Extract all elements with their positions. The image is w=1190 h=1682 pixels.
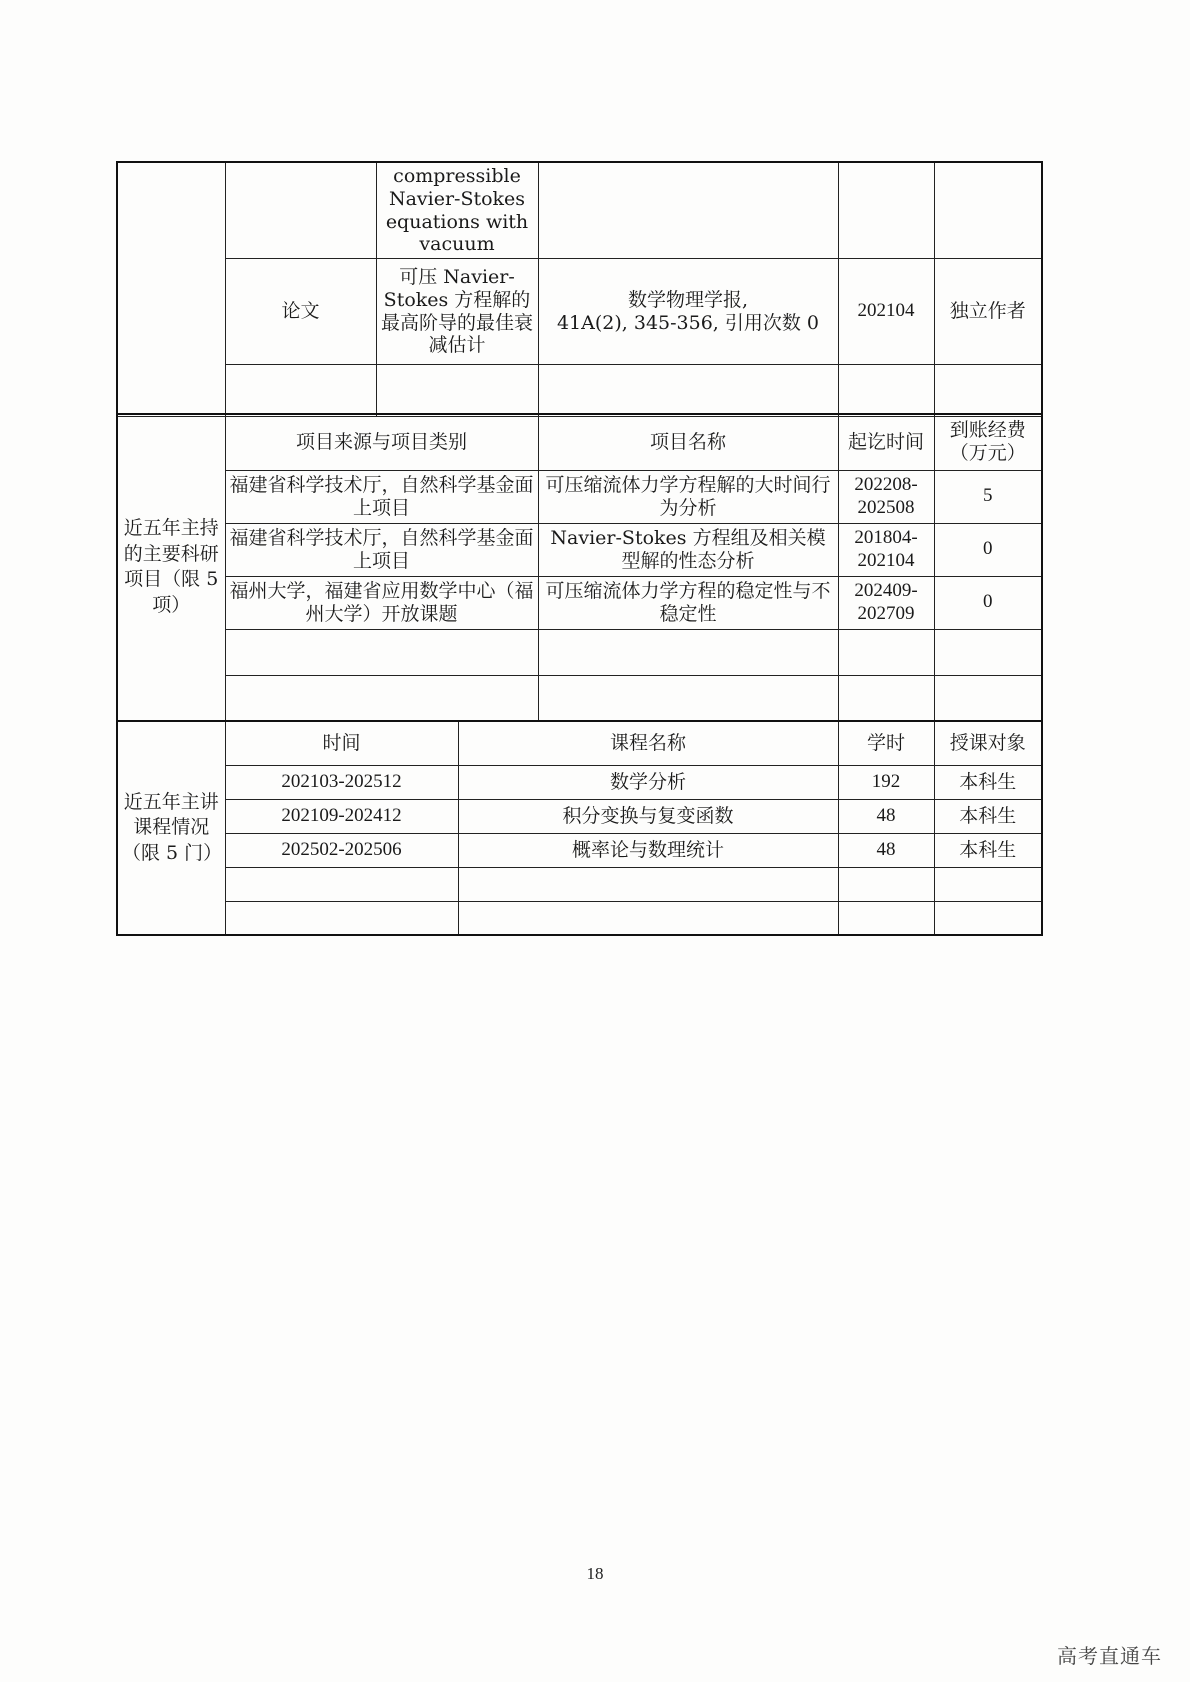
project-period-start: 201804- <box>854 526 918 548</box>
project-source-cell: 福建省科学技术厅，自然科学基金面上项目 <box>225 470 538 523</box>
project-name-cell: 可压缩流体力学方程解的大时间行为分析 <box>538 470 838 523</box>
project-period-end: 202709 <box>857 602 915 624</box>
table-header-row <box>117 414 1042 470</box>
project-name-cell <box>538 629 838 675</box>
table-row <box>117 365 1042 417</box>
paper-journal-cell <box>538 162 838 259</box>
paper-type-cell: 论文 <box>225 259 376 365</box>
paper-role-cell: 独立作者 <box>934 259 1042 365</box>
page-number: 18 <box>586 1564 604 1583</box>
table-row <box>117 162 1042 259</box>
project-source-cell: 福建省科学技术厅，自然科学基金面上项目 <box>225 523 538 576</box>
paper-title-cell: 可压 Navier-Stokes 方程解的最高阶导的最佳衰减估计 <box>376 259 538 365</box>
project-period-cell <box>838 470 934 523</box>
course-audience-cell <box>934 867 1042 901</box>
courses-table <box>116 720 1043 936</box>
table-row <box>117 259 1042 365</box>
table-row <box>117 470 1042 523</box>
course-time-cell: 202502-202506 <box>225 833 458 867</box>
course-audience-cell: 本科生 <box>934 833 1042 867</box>
projects-header-period: 起讫时间 <box>838 414 934 470</box>
paper-date-cell: 202104 <box>838 259 934 365</box>
table-header-row <box>117 721 1042 765</box>
project-funding-cell <box>934 675 1042 720</box>
courses-header-time: 时间 <box>225 721 458 765</box>
table-row <box>117 867 1042 901</box>
paper-journal-line: 数学物理学报, <box>627 288 749 311</box>
course-hours-cell <box>838 901 934 935</box>
project-funding-cell: 5 <box>934 470 1042 523</box>
course-name-cell <box>458 901 838 935</box>
course-hours-cell: 192 <box>838 765 934 799</box>
papers-table <box>116 161 1043 417</box>
paper-type-cell <box>225 162 376 259</box>
paper-role-cell <box>934 365 1042 417</box>
project-period-start: 202208- <box>854 473 918 495</box>
projects-section-label: 近五年主持的主要科研项目（限 5 项） <box>117 414 225 720</box>
courses-header-hours: 学时 <box>838 721 934 765</box>
watermark: 高考直通车 <box>1057 1644 1162 1668</box>
table-row <box>117 833 1042 867</box>
course-audience-cell: 本科生 <box>934 765 1042 799</box>
project-source-cell <box>225 629 538 675</box>
project-name-cell: 可压缩流体力学方程的稳定性与不稳定性 <box>538 576 838 629</box>
course-time-cell: 202109-202412 <box>225 799 458 833</box>
course-hours-cell: 48 <box>838 799 934 833</box>
project-period-cell <box>838 675 934 720</box>
paper-journal-line: 41A(2), 345-356, 引用次数 0 <box>556 311 820 334</box>
course-audience-cell: 本科生 <box>934 799 1042 833</box>
course-hours-cell: 48 <box>838 833 934 867</box>
papers-section-label-cell <box>117 162 225 417</box>
project-name-cell <box>538 675 838 720</box>
project-period-end: 202104 <box>857 549 915 571</box>
course-name-cell <box>458 867 838 901</box>
course-name-cell: 积分变换与复变函数 <box>458 799 838 833</box>
paper-journal-cell <box>538 259 838 365</box>
course-audience-cell <box>934 901 1042 935</box>
paper-journal-cell <box>538 365 838 417</box>
table-row <box>117 765 1042 799</box>
paper-type-cell <box>225 365 376 417</box>
course-hours-cell <box>838 867 934 901</box>
course-name-cell: 数学分析 <box>458 765 838 799</box>
courses-section-label: 近五年主讲课程情况（限 5 门） <box>117 721 225 935</box>
table-row <box>117 576 1042 629</box>
course-time-cell <box>225 901 458 935</box>
project-period-end: 202508 <box>857 496 915 518</box>
project-period-cell <box>838 629 934 675</box>
project-funding-cell <box>934 629 1042 675</box>
paper-title-cell <box>376 365 538 417</box>
projects-header-funding: 到账经费（万元） <box>934 414 1042 470</box>
projects-header-source: 项目来源与项目类别 <box>225 414 538 470</box>
course-time-cell <box>225 867 458 901</box>
table-row <box>117 901 1042 935</box>
course-name-cell: 概率论与数理统计 <box>458 833 838 867</box>
project-funding-cell: 0 <box>934 523 1042 576</box>
project-period-start: 202409- <box>854 579 918 601</box>
project-name-cell: Navier-Stokes 方程组及相关模型解的性态分析 <box>538 523 838 576</box>
paper-date-cell <box>838 162 934 259</box>
paper-role-cell <box>934 162 1042 259</box>
project-funding-cell: 0 <box>934 576 1042 629</box>
projects-header-name: 项目名称 <box>538 414 838 470</box>
table-row <box>117 675 1042 720</box>
course-time-cell: 202103-202512 <box>225 765 458 799</box>
project-source-cell: 福州大学，福建省应用数学中心（福州大学）开放课题 <box>225 576 538 629</box>
courses-header-audience: 授课对象 <box>934 721 1042 765</box>
table-row <box>117 523 1042 576</box>
courses-header-name: 课程名称 <box>458 721 838 765</box>
project-period-cell <box>838 576 934 629</box>
project-period-cell <box>838 523 934 576</box>
project-source-cell <box>225 675 538 720</box>
projects-table <box>116 413 1043 721</box>
paper-title-cell: compressible Navier-Stokes equations with vacuum <box>376 162 538 259</box>
table-row <box>117 799 1042 833</box>
table-row <box>117 629 1042 675</box>
paper-date-cell <box>838 365 934 417</box>
